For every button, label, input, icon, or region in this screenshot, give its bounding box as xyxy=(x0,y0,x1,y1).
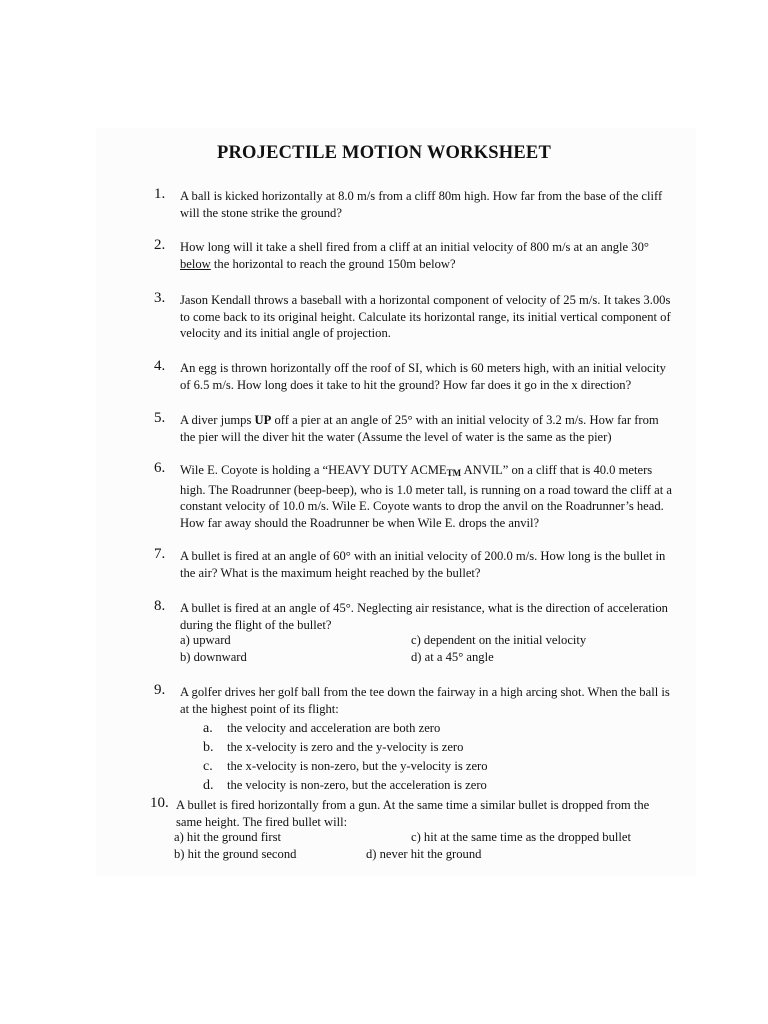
choice-c: c. the x-velocity is non-zero, but the y-velocity is zero xyxy=(203,759,488,774)
question-number: 2. xyxy=(154,237,166,253)
question-number: 6. xyxy=(154,460,166,476)
question-number: 5. xyxy=(154,410,166,426)
choice-a: a) hit the ground first xyxy=(174,830,282,844)
question-text: A golfer drives her golf ball from the tee down the fairway in a high arcing shot. When the ball is at the highest point of its flight: xyxy=(180,685,670,716)
question-number: 9. xyxy=(154,682,166,698)
choice-b: b) hit the ground second xyxy=(174,847,297,861)
question-text: A bullet is fired horizontally from a gun. At the same time a similar bullet is dropped from the same height. The fired bullet will: xyxy=(176,798,650,829)
page-title: PROJECTILE MOTION WORKSHEET xyxy=(216,143,551,163)
choice-d: d) never hit the ground xyxy=(366,847,482,861)
question-number: 10. xyxy=(150,795,169,811)
choice-a: a) upward xyxy=(180,633,231,647)
question-text: How long will it take a shell fired from a cliff at an initial velocity of 800 m/s at an angle 30° below the horizontal to reach the ground 150m below? xyxy=(180,240,649,271)
choice-a: a. the velocity and acceleration are both zero xyxy=(203,721,441,736)
question-text: A diver jumps UP off a pier at an angle of 25° with an initial velocity of 3.2 m/s. How far from the pier will the diver hit the water (Assume the level of water is the same as the pier) xyxy=(180,413,659,444)
choice-d: d) at a 45° angle xyxy=(411,650,494,664)
question-number: 1. xyxy=(154,186,166,202)
question-number: 4. xyxy=(154,358,166,374)
choice-c: c) hit at the same time as the dropped bullet xyxy=(411,830,631,844)
question-text: Wile E. Coyote is holding a “HEAVY DUTY $ACME_{TM}$ ANVIL” on a cliff that is 40.0 meters high. The Roadrunner (beep-beep), who is 1.0 meter tall, is running on a road toward the cliff at a constant velocity of 10.0 m/s. Wile E. Coyote wants to drop the anvil on the Roadrunner’s head. How far away should the Roadrunner be when Wile E. drops the anvil? xyxy=(180,463,672,530)
question-text: Jason Kendall throws a baseball with a horizontal component of velocity of 25 m/s. It takes 3.00s to come back to its original height. Calculate its horizontal range, its initial vertical component of velocity and its initial angle of projection. xyxy=(180,293,671,340)
question-number: 7. xyxy=(154,546,166,562)
question-number: 8. xyxy=(154,598,166,614)
question-text: An egg is thrown horizontally off the roof of SI, which is 60 meters high, with an initial velocity of 6.5 m/s. How long does it take to hit the ground? How far does it go in the x direction? xyxy=(180,361,666,392)
choice-b: b) downward xyxy=(180,650,247,664)
question-number: 3. xyxy=(154,290,166,306)
choice-c: c) dependent on the initial velocity xyxy=(411,633,587,647)
choice-d: d. the velocity is non-zero, but the acceleration is zero xyxy=(203,778,487,793)
question-text: A bullet is fired at an angle of 60° with an initial velocity of 200.0 m/s. How long is the bullet in the air? What is the maximum height reached by the bullet? xyxy=(180,549,666,580)
question-text: A bullet is fired at an angle of 45°. Neglecting air resistance, what is the direction of acceleration during the flight of the bullet? xyxy=(180,601,668,632)
question-text: A ball is kicked horizontally at 8.0 m/s from a cliff 80m high. How far from the base of the cliff will the stone strike the ground? xyxy=(180,189,663,220)
choice-b: b. the x-velocity is zero and the y-velocity is zero xyxy=(203,740,464,755)
